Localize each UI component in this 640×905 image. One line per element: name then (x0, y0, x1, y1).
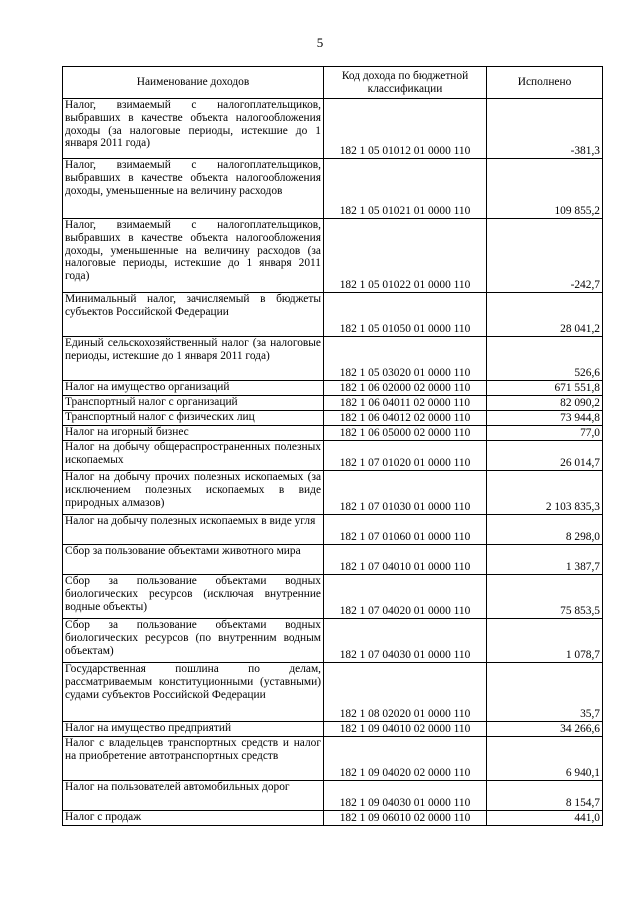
row-name: Налог с владельцев транспортных средств и налог на приобретение автотранспортных средств (63, 737, 324, 781)
row-code: 182 1 06 02000 02 0000 110 (324, 381, 487, 396)
table-row (63, 781, 603, 811)
table-row (63, 219, 603, 293)
row-code: 182 1 09 04020 02 0000 110 (324, 737, 487, 781)
row-value: 75 853,5 (487, 575, 603, 619)
revenue-table (62, 66, 603, 826)
table-body (63, 99, 603, 826)
row-value: 34 266,6 (487, 722, 603, 737)
row-code: 182 1 07 04030 01 0000 110 (324, 619, 487, 663)
row-value: 441,0 (487, 811, 603, 826)
row-name: Налог, взимаемый с налогоплательщиков, выбравших в качестве объекта налогообложения доходы, уменьшенные на величину расходов (за налоговые периоды, истекшие до 1 января 2011 года) (63, 219, 324, 293)
table-row (63, 159, 603, 219)
header-name: Наименование доходов (63, 67, 324, 99)
row-name: Транспортный налог с организаций (63, 396, 324, 411)
row-name: Государственная пошлина по делам, рассматриваемым конституционными (уставными) судами субъектов Российской Федерации (63, 663, 324, 722)
row-value: 109 855,2 (487, 159, 603, 219)
table-row (63, 411, 603, 426)
row-name: Налог на игорный бизнес (63, 426, 324, 441)
table-row (63, 545, 603, 575)
row-code: 182 1 05 03020 01 0000 110 (324, 337, 487, 381)
table-row (63, 471, 603, 515)
row-value: 526,6 (487, 337, 603, 381)
table-row (63, 426, 603, 441)
row-code: 182 1 06 04012 02 0000 110 (324, 411, 487, 426)
row-code: 182 1 05 01021 01 0000 110 (324, 159, 487, 219)
row-name: Налог на добычу полезных ископаемых в виде угля (63, 515, 324, 545)
row-code: 182 1 06 04011 02 0000 110 (324, 396, 487, 411)
table-header-row (63, 67, 603, 99)
table-row (63, 663, 603, 722)
row-name: Налог с продаж (63, 811, 324, 826)
row-value: -381,3 (487, 99, 603, 159)
row-name: Сбор за пользование объектами водных биологических ресурсов (по внутренним водным объектам) (63, 619, 324, 663)
row-value: 77,0 (487, 426, 603, 441)
table-row (63, 575, 603, 619)
table-row (63, 619, 603, 663)
row-code: 182 1 08 02020 01 0000 110 (324, 663, 487, 722)
row-value: 2 103 835,3 (487, 471, 603, 515)
row-value: 26 014,7 (487, 441, 603, 471)
row-value: 8 154,7 (487, 781, 603, 811)
row-value: 1 078,7 (487, 619, 603, 663)
row-name: Налог на имущество предприятий (63, 722, 324, 737)
row-code: 182 1 07 01030 01 0000 110 (324, 471, 487, 515)
row-name: Налог на имущество организаций (63, 381, 324, 396)
header-executed: Исполнено (487, 67, 603, 99)
row-code: 182 1 05 01050 01 0000 110 (324, 293, 487, 337)
row-code: 182 1 05 01022 01 0000 110 (324, 219, 487, 293)
table-row (63, 396, 603, 411)
row-value: 82 090,2 (487, 396, 603, 411)
row-code: 182 1 05 01012 01 0000 110 (324, 99, 487, 159)
row-name: Налог на добычу общераспространенных полезных ископаемых (63, 441, 324, 471)
table-row (63, 441, 603, 471)
row-value: 1 387,7 (487, 545, 603, 575)
table-row (63, 337, 603, 381)
row-code: 182 1 09 04030 01 0000 110 (324, 781, 487, 811)
row-value: 73 944,8 (487, 411, 603, 426)
row-name: Налог, взимаемый с налогоплательщиков, выбравших в качестве объекта налогообложения доходы, уменьшенные на величину расходов (63, 159, 324, 219)
row-name: Минимальный налог, зачисляемый в бюджеты субъектов Российской Федерации (63, 293, 324, 337)
header-code: Код дохода по бюджетной классификации (324, 67, 487, 99)
row-name: Налог на пользователей автомобильных дорог (63, 781, 324, 811)
row-name: Транспортный налог с физических лиц (63, 411, 324, 426)
row-value: 28 041,2 (487, 293, 603, 337)
table-row (63, 737, 603, 781)
table-row (63, 99, 603, 159)
table-row (63, 722, 603, 737)
row-value: -242,7 (487, 219, 603, 293)
row-code: 182 1 07 04020 01 0000 110 (324, 575, 487, 619)
row-name: Налог, взимаемый с налогоплательщиков, выбравших в качестве объекта налогообложения доходы (за налоговые периоды, истекшие до 1 января 2011 года) (63, 99, 324, 159)
row-code: 182 1 09 04010 02 0000 110 (324, 722, 487, 737)
row-value: 35,7 (487, 663, 603, 722)
row-code: 182 1 06 05000 02 0000 110 (324, 426, 487, 441)
table-row (63, 293, 603, 337)
row-name: Налог на добычу прочих полезных ископаемых (за исключением полезных ископаемых в виде природных алмазов) (63, 471, 324, 515)
page-number: 5 (316, 35, 324, 50)
row-name: Сбор за пользование объектами водных биологических ресурсов (исключая внутренние водные объекты) (63, 575, 324, 619)
table-row (63, 381, 603, 396)
row-value: 8 298,0 (487, 515, 603, 545)
row-value: 671 551,8 (487, 381, 603, 396)
table-row (63, 811, 603, 826)
table-row (63, 515, 603, 545)
row-code: 182 1 09 06010 02 0000 110 (324, 811, 487, 826)
row-name: Единый сельскохозяйственный налог (за налоговые периоды, истекшие до 1 января 2011 года) (63, 337, 324, 381)
row-name: Сбор за пользование объектами животного мира (63, 545, 324, 575)
row-code: 182 1 07 01060 01 0000 110 (324, 515, 487, 545)
row-code: 182 1 07 04010 01 0000 110 (324, 545, 487, 575)
row-value: 6 940,1 (487, 737, 603, 781)
row-code: 182 1 07 01020 01 0000 110 (324, 441, 487, 471)
